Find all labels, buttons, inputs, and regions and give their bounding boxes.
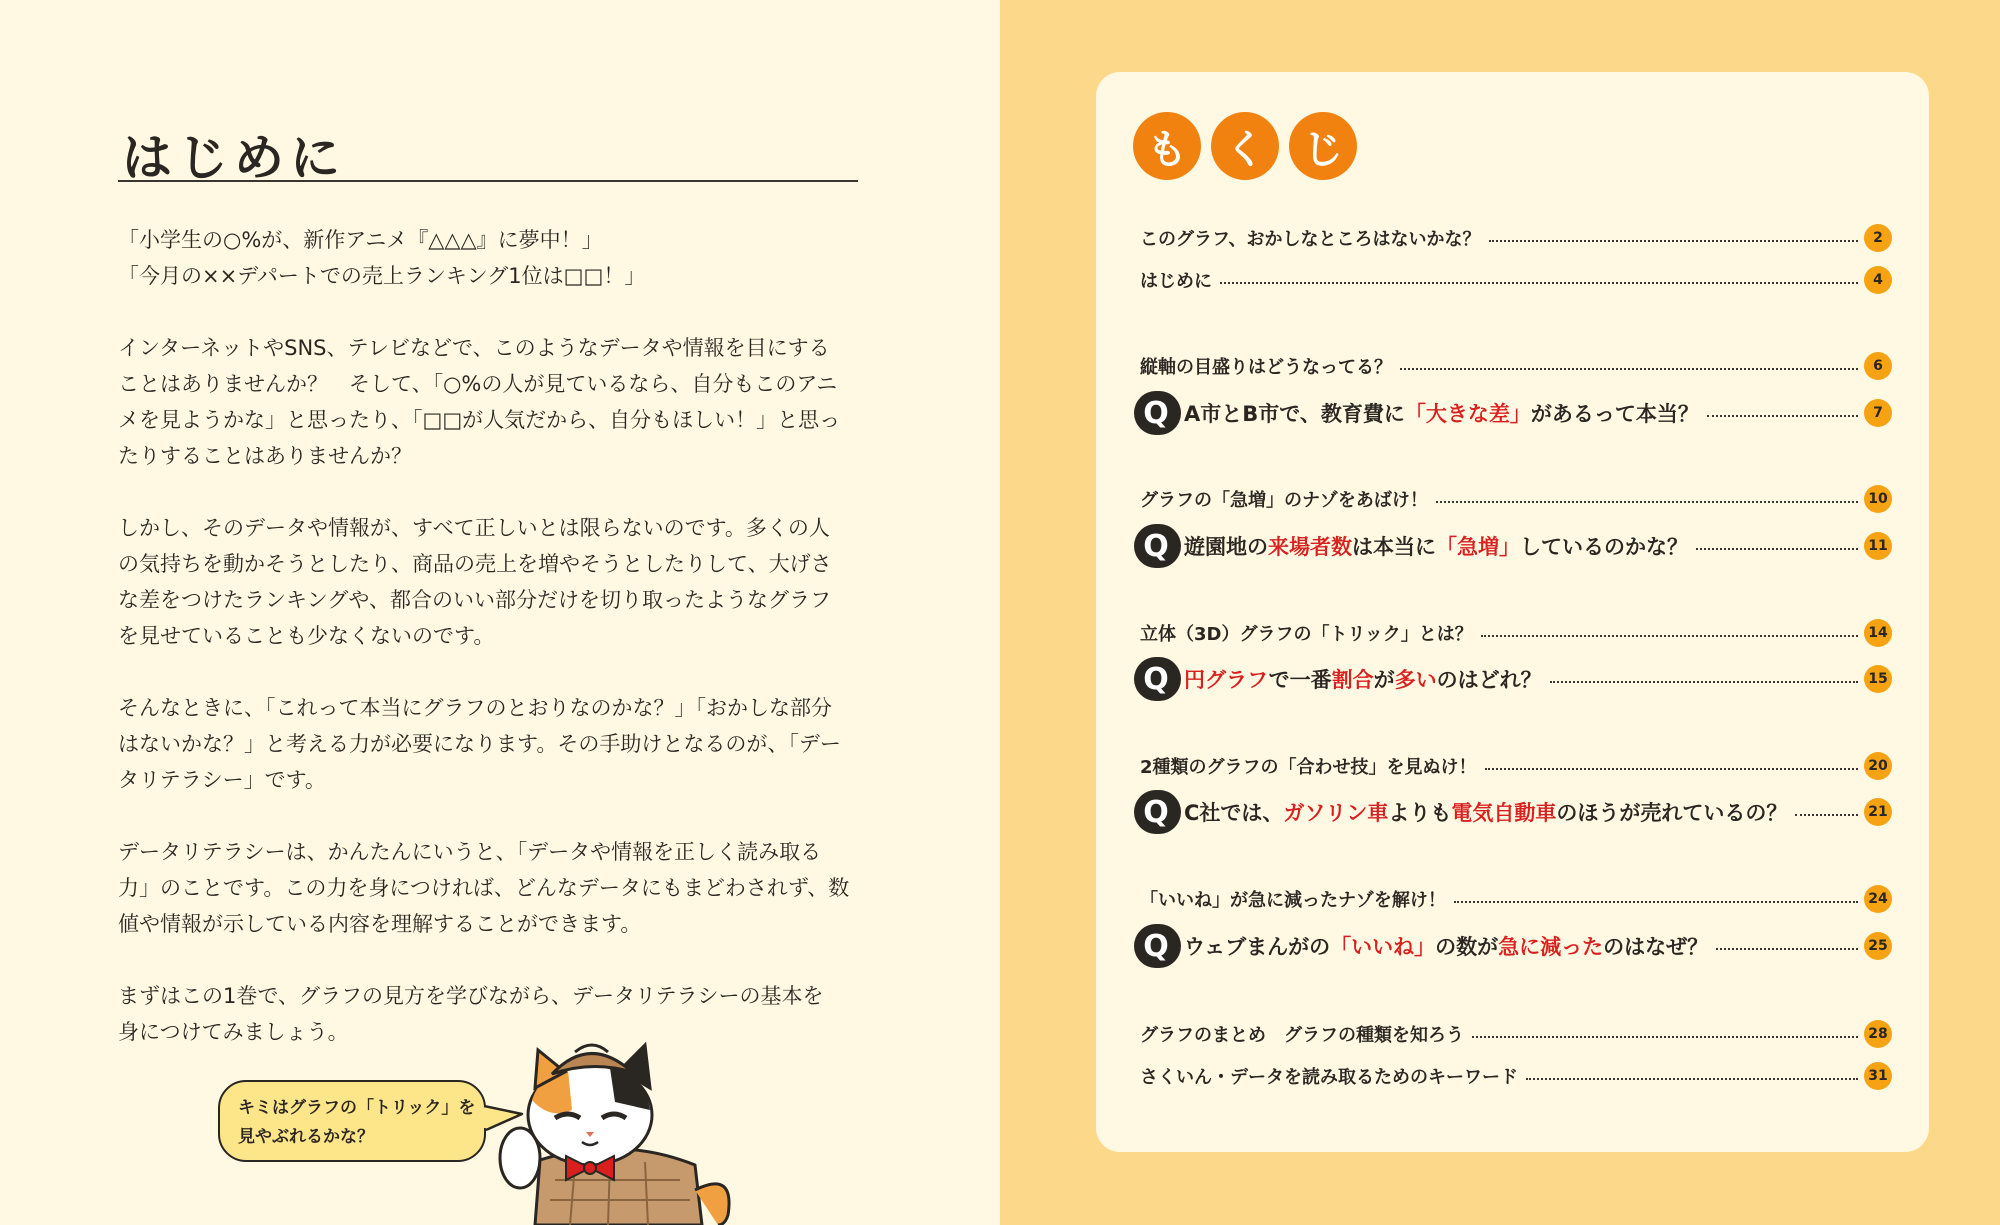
dot-leader [1400,368,1858,370]
page-number-badge: 7 [1864,399,1892,427]
paragraph-line: 身につけてみましょう。 [118,1020,349,1044]
paragraph-line: データリテラシーは、かんたんにいうと、「データや情報を正しく読み取る [118,840,822,864]
page-number-badge: 10 [1864,485,1892,513]
paragraph-line: ことはありませんか？ そして、「○%の人が見ているなら、自分もこのアニ [118,372,838,396]
paragraph-line: そんなときに、「これって本当にグラフのとおりなのかな？」「おかしな部分 [118,696,832,720]
dot-leader [1716,948,1858,950]
toc-entry[interactable] [1140,349,1892,383]
toc-question-entry[interactable] [1134,789,1892,835]
toc-entry-title: 縦軸の目盛りはどうなってる？ [1140,357,1392,378]
detective-cat-illustration [480,1040,760,1225]
quote-line: 「小学生の○%が、新作アニメ『△△△』に夢中！」 [118,228,603,252]
toc-question-entry[interactable] [1134,390,1892,436]
paragraph-line: な差をつけたランキングや、都合のいい部分だけを切り取ったようなグラフ [118,588,831,612]
toc-entry-title: グラフのまとめ グラフの種類を知ろう [1140,1025,1464,1046]
title-underline [118,180,858,182]
toc-title-char: じ [1289,112,1357,180]
quote-block [118,222,858,294]
page-number-badge: 14 [1864,619,1892,647]
paragraph-line: たりすることはありませんか？ [118,444,412,468]
paragraph [118,330,858,474]
page-number-badge: 24 [1864,885,1892,913]
dot-leader [1795,814,1858,816]
bubble-line: キミはグラフの「トリック」を [238,1098,476,1118]
toc-question-text: 遊園地の来場者数は本当に「急増」しているのかな？ [1184,535,1688,559]
toc-entry-title: このグラフ、おかしなところはないかな？ [1140,229,1481,250]
paragraph-line: 力」のことです。この力を身につければ、どんなデータにもまどわされず、数 [118,876,850,900]
dot-leader [1454,901,1858,903]
page-number-badge: 20 [1864,752,1892,780]
toc-entry[interactable] [1140,482,1892,516]
toc-question-text: 円グラフで一番割合が多いのはどれ？ [1184,668,1542,692]
toc-entry[interactable] [1140,882,1892,916]
toc-entry-title: 立体（3D）グラフの「トリック」とは？ [1140,624,1473,645]
toc-question-text: C社では、ガソリン車よりも電気自動車のほうが売れているの？ [1184,801,1788,825]
toc-entry-title: はじめに [1140,271,1212,292]
toc-entry-title: 2種類のグラフの「合わせ技」を見ぬけ！ [1140,757,1477,778]
paragraph-line: タリテラシー」です。 [118,768,326,792]
toc-question-text: ウェブまんがの「いいね」の数が急に減ったのはなぜ？ [1184,935,1709,959]
toc-question-entry[interactable] [1134,523,1892,569]
paragraph-line: まずはこの1巻で、グラフの見方を学びながら、データリテラシーの基本を [118,984,824,1008]
page-number-badge: 4 [1864,266,1892,294]
page-number-badge: 6 [1864,352,1892,380]
toc-question-entry[interactable] [1134,923,1892,969]
toc-question-entry[interactable] [1134,656,1892,702]
paragraph-line: の気持ちを動かそうとしたり、商品の売上を増やそうとしたりして、大げさ [118,552,832,576]
paragraph-line: インターネットやSNS、テレビなどで、このようなデータや情報を目にする [118,336,830,360]
toc-entry-title: グラフの「急増」のナゾをあばけ！ [1140,490,1428,511]
page-number-badge: 15 [1864,665,1892,693]
q-badge-icon: Q [1134,391,1178,435]
toc-entry-title: 「いいね」が急に減ったナゾを解け！ [1140,890,1446,911]
quote-line: 「今月の××デパートでの売上ランキング1位は□□！」 [118,264,646,288]
paragraph-line: 値や情報が示している内容を理解することができます。 [118,912,642,936]
paragraph-line: を見せていることも少なくないのです。 [118,624,495,648]
dot-leader [1550,681,1858,683]
dot-leader [1526,1078,1858,1080]
toc-title-char: も [1133,112,1201,180]
dot-leader [1485,768,1858,770]
q-badge-icon: Q [1134,790,1178,834]
paragraph [118,510,858,654]
toc-entry[interactable] [1140,221,1892,255]
toc-entry[interactable] [1140,616,1892,650]
dot-leader [1481,635,1858,637]
paragraph [118,690,858,798]
paragraph-line: はないかな？」と考える力が必要になります。その手助けとなるのが、「デー [118,732,841,756]
dot-leader [1436,501,1858,503]
toc-title [1133,112,1357,180]
paragraph-line: メを見ようかな」と思ったり、「□□が人気だから、自分もほしい！」と思っ [118,408,841,432]
toc-title-char: く [1211,112,1279,180]
dot-leader [1220,282,1858,284]
paragraph-line: しかし、そのデータや情報が、すべて正しいとは限らないのです。多くの人 [118,516,830,540]
speech-bubble [218,1080,486,1162]
page-number-badge: 25 [1864,932,1892,960]
page-number-badge: 21 [1864,798,1892,826]
dot-leader [1489,240,1858,242]
q-badge-icon: Q [1134,924,1178,968]
page-number-badge: 31 [1864,1062,1892,1090]
dot-leader [1472,1036,1858,1038]
paragraph [118,834,858,942]
dot-leader [1707,415,1858,417]
page-number-badge: 11 [1864,532,1892,560]
page-number-badge: 2 [1864,224,1892,252]
toc-entry[interactable] [1140,1017,1892,1051]
q-badge-icon: Q [1134,657,1178,701]
toc-question-text: A市とB市で、教育費に「大きな差」があるって本当？ [1184,402,1699,426]
page-title: はじめに [122,129,346,187]
intro-body [118,222,858,1086]
toc-entry[interactable] [1140,263,1892,297]
toc-entry-title: さくいん・データを読み取るためのキーワード [1140,1067,1518,1088]
dot-leader [1696,548,1858,550]
q-badge-icon: Q [1134,524,1178,568]
toc-entry[interactable] [1140,1059,1892,1093]
page-number-badge: 28 [1864,1020,1892,1048]
bubble-line: 見やぶれるかな？ [238,1127,374,1147]
toc-entry[interactable] [1140,749,1892,783]
